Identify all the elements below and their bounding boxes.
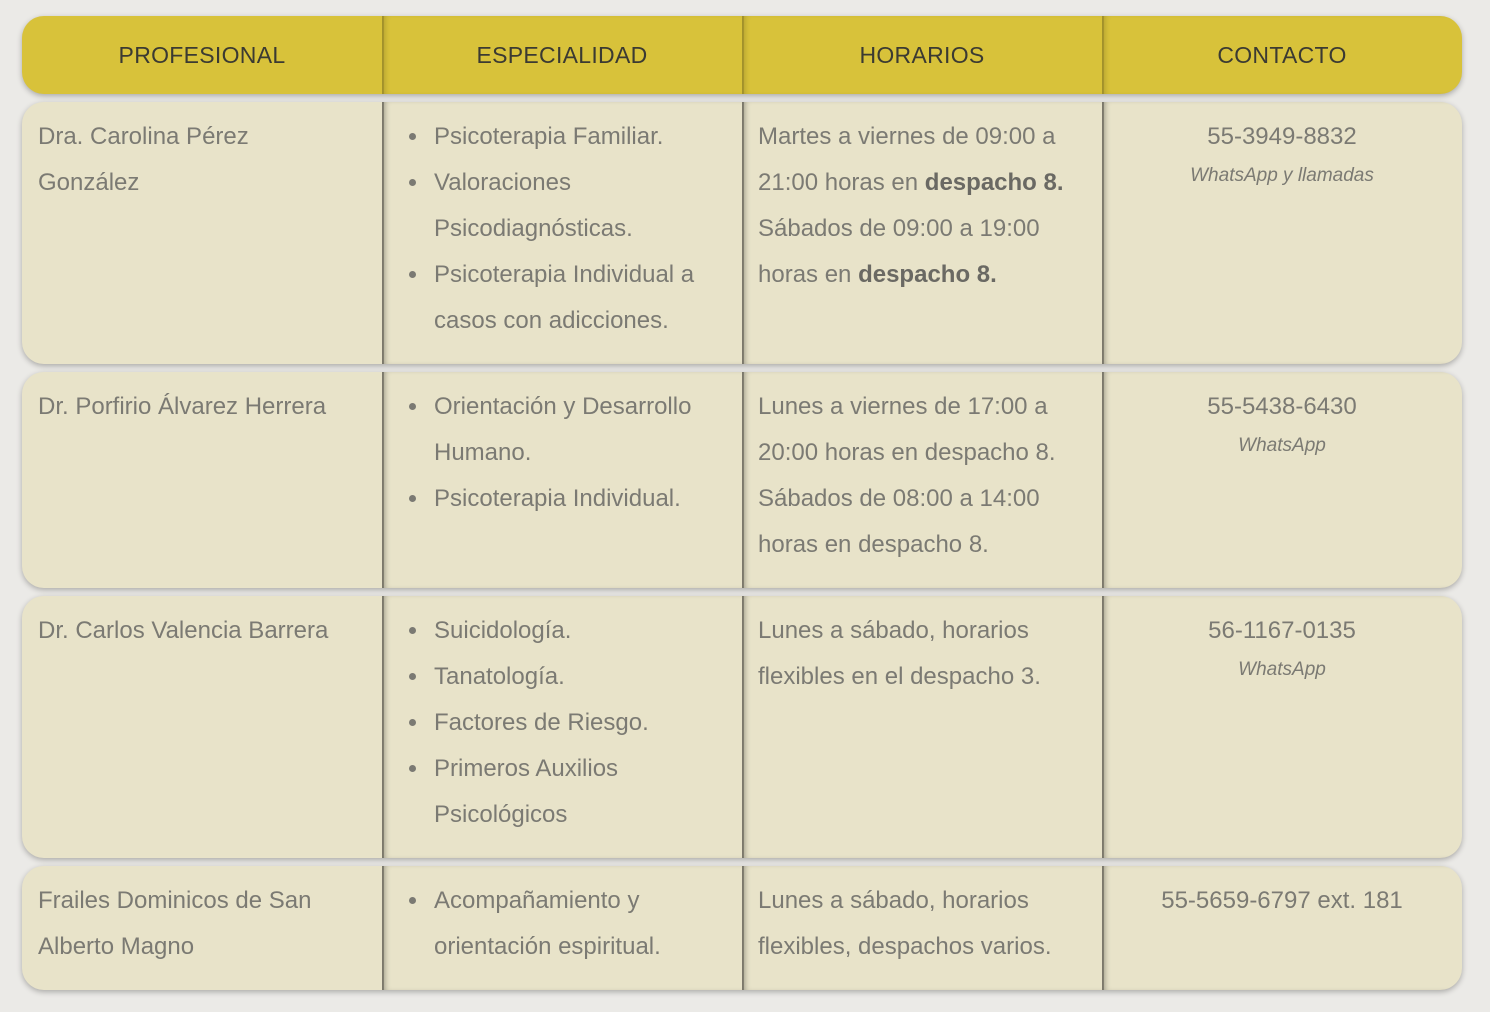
list-item: • Primeros Auxilios Psicológicos [430,746,726,838]
profesional-cell [22,102,382,364]
horario-line: Lunes a sábado, horarios flexibles en el despacho 3. [758,617,1041,690]
profesional-name: Dra. Carolina Pérez González [38,123,249,196]
list-item: • Factores de Riesgo. [430,700,726,746]
table-row [22,372,1462,588]
list-item: • Psicoterapia Familiar. [430,114,726,160]
phone-number: 56-1167-0135 [1208,617,1356,644]
especialidad-cell [382,102,742,364]
header-profesional: PROFESIONAL [118,41,286,68]
especialidad-cell [382,596,742,858]
header-horarios: HORARIOS [742,16,1102,94]
list-item: • Valoraciones Psicodiagnósticas. [430,160,726,252]
especialidad-list [398,878,726,970]
header-contacto: CONTACTO [1102,16,1462,94]
horarios-cell [742,102,1102,364]
table-header [22,16,1462,94]
horario-line: Sábados de 08:00 a 14:00 horas en despacho 8. [758,485,1040,558]
profesional-cell [22,596,382,858]
contacto-cell [1102,866,1462,990]
table-row [22,866,1462,990]
horario-text: Sábados de 09:00 a 19:00 horas en [758,215,1040,288]
horario-text: Martes a viernes de 09:00 a 21:00 horas en [758,123,1056,196]
list-item: • Psicoterapia Individual. [430,476,726,522]
horarios-cell [742,372,1102,588]
contact-note: WhatsApp [1238,435,1326,456]
profesional-cell [22,372,382,588]
phone-number: 55-5438-6430 [1207,393,1357,420]
list-item: • Orientación y Desarrollo Humano. [430,384,726,476]
horario-despacho: despacho 8. [858,261,997,288]
horario-line [758,114,1086,206]
header-especialidad: ESPECIALIDAD [382,16,742,94]
table-row [22,596,1462,858]
profesional-name: Dr. Carlos Valencia Barrera [38,617,329,644]
profesional-name: Dr. Porfirio Álvarez Herrera [38,393,327,420]
horario-line [758,206,1086,298]
list-item: • Tanatología. [430,654,726,700]
horario-line: Lunes a sábado, horarios flexibles, despachos varios. [758,887,1052,960]
especialidad-cell [382,372,742,588]
phone-number: 55-5659-6797 ext. 181 [1161,887,1403,914]
especialidad-list [398,384,726,522]
contacto-cell [1102,372,1462,588]
contacto-cell [1102,102,1462,364]
directory-table [22,16,1462,998]
especialidad-list [398,608,726,838]
horarios-cell [742,596,1102,858]
especialidad-list [398,114,726,344]
especialidad-cell [382,866,742,990]
list-item: • Acompañamiento y orientación espiritual. [430,878,726,970]
horario-line: Lunes a viernes de 17:00 a 20:00 horas en despacho 8. [758,393,1056,466]
contact-note: WhatsApp [1238,659,1326,680]
horarios-cell [742,866,1102,990]
contacto-cell [1102,596,1462,858]
phone-number: 55-3949-8832 [1207,123,1357,150]
horario-despacho: despacho 8. [924,169,1064,196]
profesional-cell [22,866,382,990]
list-item: • Psicoterapia Individual a casos con adicciones. [430,252,726,344]
list-item: • Suicidología. [430,608,726,654]
table-row [22,102,1462,364]
profesional-name: Frailes Dominicos de San Alberto Magno [38,887,312,960]
contact-note: WhatsApp y llamadas [1190,165,1374,186]
